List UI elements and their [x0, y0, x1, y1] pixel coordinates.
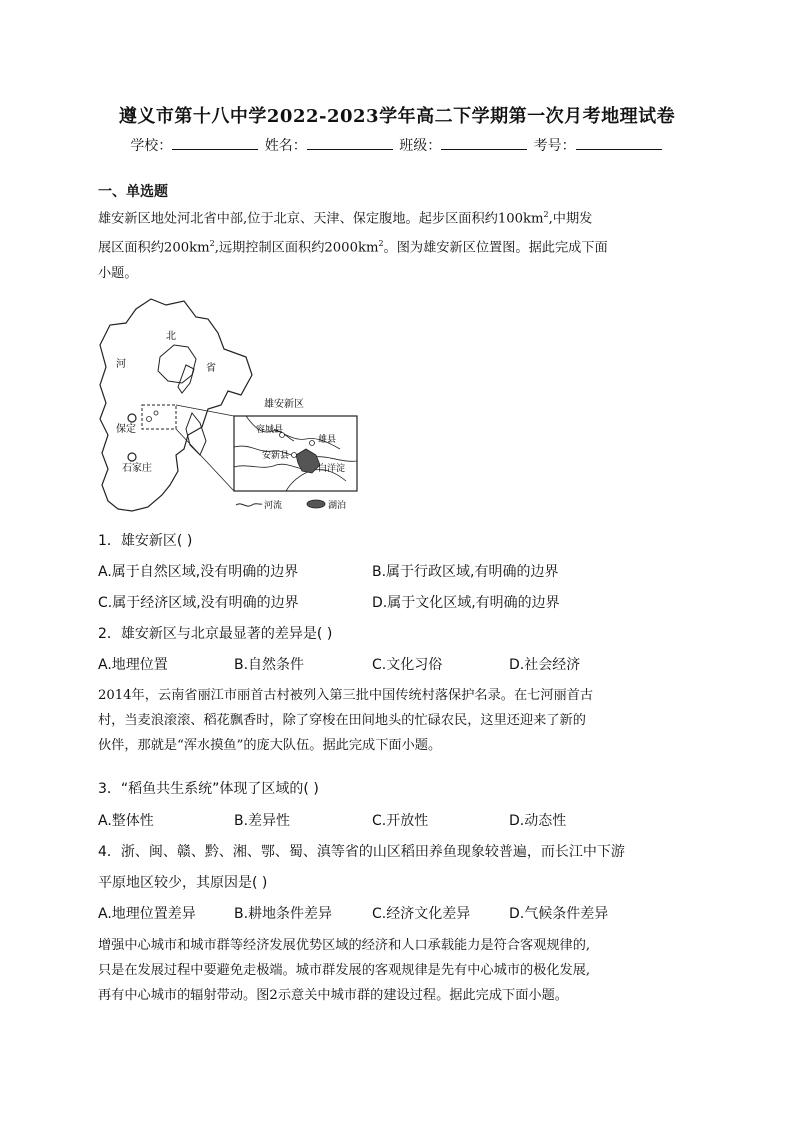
q1-option-c[interactable]: C.属于经济区域,没有明确的边界 — [98, 595, 299, 611]
anxin-dot — [292, 453, 297, 458]
q1-option-d[interactable]: D.属于文化区域,有明确的边界 — [372, 595, 560, 611]
rongcheng-dot-small — [147, 417, 152, 422]
section-heading: 一、单选题 — [98, 184, 168, 200]
sup-1: 2 — [543, 210, 549, 219]
shijiazhuang-marker — [128, 453, 136, 461]
class-label: 班级： — [399, 138, 442, 154]
question-2-stem: 2．雄安新区与北京最显著的差异是( ) — [98, 626, 333, 642]
class-blank[interactable] — [441, 137, 527, 150]
q2-option-a[interactable]: A.地理位置 — [98, 657, 168, 673]
q2-option-c[interactable]: C.文化习俗 — [372, 657, 443, 673]
legend-lake-label: 湖泊 — [328, 501, 347, 511]
passage-3-line1: 增强中心城市和城市群等经济发展优势区域的经济和人口承载能力是符合客观规律的, — [98, 938, 591, 953]
q3-option-b[interactable]: B.差异性 — [234, 813, 291, 829]
map-label-shijiazhuang: 石家庄 — [122, 463, 152, 474]
q4-option-a[interactable]: A.地理位置差异 — [98, 906, 196, 922]
question-3-stem: 3．“稻鱼共生系统”体现了区域的( ) — [98, 781, 319, 797]
q3-option-d[interactable]: D.动态性 — [509, 813, 567, 829]
sup-2: 2 — [209, 239, 215, 249]
q3-option-c[interactable]: C.开放性 — [372, 813, 429, 829]
map-label-bei: 北 — [166, 331, 176, 342]
school-blank[interactable] — [172, 137, 258, 150]
q2-option-b[interactable]: B.自然条件 — [234, 657, 305, 673]
legend-lake-icon — [307, 500, 325, 508]
passage-1 — [98, 202, 698, 286]
xiongan-location-map — [96, 295, 366, 520]
map-label-he: 河 — [116, 359, 126, 370]
q4-option-d[interactable]: D.气候条件差异 — [509, 906, 609, 922]
map-label-rongcheng: 容城县 — [256, 425, 284, 435]
passage-3-line2: 只是在发展过程中要避免走极端。城市群发展的客观规律是先有中心城市的极化发展, — [98, 963, 591, 978]
passage-3-line3: 再有中心城市的辐射带动。图2示意关中城市群的建设过程。据此完成下面小题。 — [98, 988, 568, 1003]
passage-1-line2c: 。图为雄安新区位置图。据此完成下面 — [383, 240, 608, 256]
passage-2-line1: 2014年，云南省丽江市丽首古村被列入第三批中国传统村落保护名录。在七河丽首古 — [98, 688, 594, 703]
legend-river-label: 河流 — [264, 501, 283, 511]
q2-option-d[interactable]: D.社会经济 — [509, 657, 581, 673]
q4-option-b[interactable]: B.耕地条件差异 — [234, 906, 333, 922]
passage-1-line1b: ,中期发 — [548, 211, 593, 227]
exam-title: 遵义市第十八中学2022-2023学年高二下学期第一次月考地理试卷 — [118, 106, 676, 127]
north-lake — [178, 365, 194, 393]
legend-river-icon — [236, 504, 262, 507]
xiongxian-dot — [310, 441, 315, 446]
passage-2-line2: 村，当麦浪滚滚、稻花飘香时，除了穿梭在田间地头的忙碌农民，这里还迎来了新的 — [98, 713, 586, 728]
passage-1-line2a: 展区面积约200km — [98, 240, 210, 256]
q4-option-c[interactable]: C.经济文化差异 — [372, 906, 471, 922]
passage-1-line3: 小题。 — [98, 265, 138, 281]
q1-option-b[interactable]: B.属于行政区域,有明确的边界 — [372, 564, 559, 580]
map-label-baoding: 保定 — [116, 424, 136, 435]
student-info-line — [0, 135, 794, 155]
question-4-stem-line1: 4．浙、闽、赣、黔、湘、鄂、蜀、滇等省的山区稻田养鱼现象较普遍，而长江中下游 — [98, 844, 625, 860]
q3-option-a[interactable]: A.整体性 — [98, 813, 154, 829]
question-1-stem: 1．雄安新区( ) — [98, 533, 193, 549]
name-blank[interactable] — [307, 137, 393, 150]
q1-option-a[interactable]: A.属于自然区域,没有明确的边界 — [98, 564, 299, 580]
passage-1-line1a: 雄安新区地处河北省中部,位于北京、天津、保定腹地。起步区面积约100km — [98, 211, 544, 227]
xiongxian-dot-small — [154, 411, 158, 415]
passage-2 — [98, 683, 698, 758]
name-label: 姓名： — [264, 138, 307, 154]
map-label-anxin: 安新县 — [262, 451, 290, 461]
school-label: 学校： — [130, 138, 173, 154]
map-label-baiyangdian: 白洋淀 — [318, 464, 346, 474]
passage-2-line3: 伙伴，那就是“浑水摸鱼”的庞大队伍。据此完成下面小题。 — [98, 738, 442, 753]
exam-number-blank[interactable] — [576, 137, 662, 150]
map-label-xiongan: 雄安新区 — [264, 399, 304, 410]
sup-3: 2 — [378, 239, 384, 249]
passage-1-line2b: ,远期控制区面积约2000km — [214, 240, 379, 256]
exam-number-label: 考号： — [533, 138, 576, 154]
map-label-xiongxian: 雄县 — [318, 435, 337, 445]
baoding-marker — [128, 414, 136, 422]
question-4-stem-line2: 平原地区较少，其原因是( ) — [98, 875, 268, 891]
passage-3 — [98, 933, 698, 1008]
beijing-outline — [158, 345, 196, 383]
map-label-sheng: 省 — [206, 363, 216, 374]
